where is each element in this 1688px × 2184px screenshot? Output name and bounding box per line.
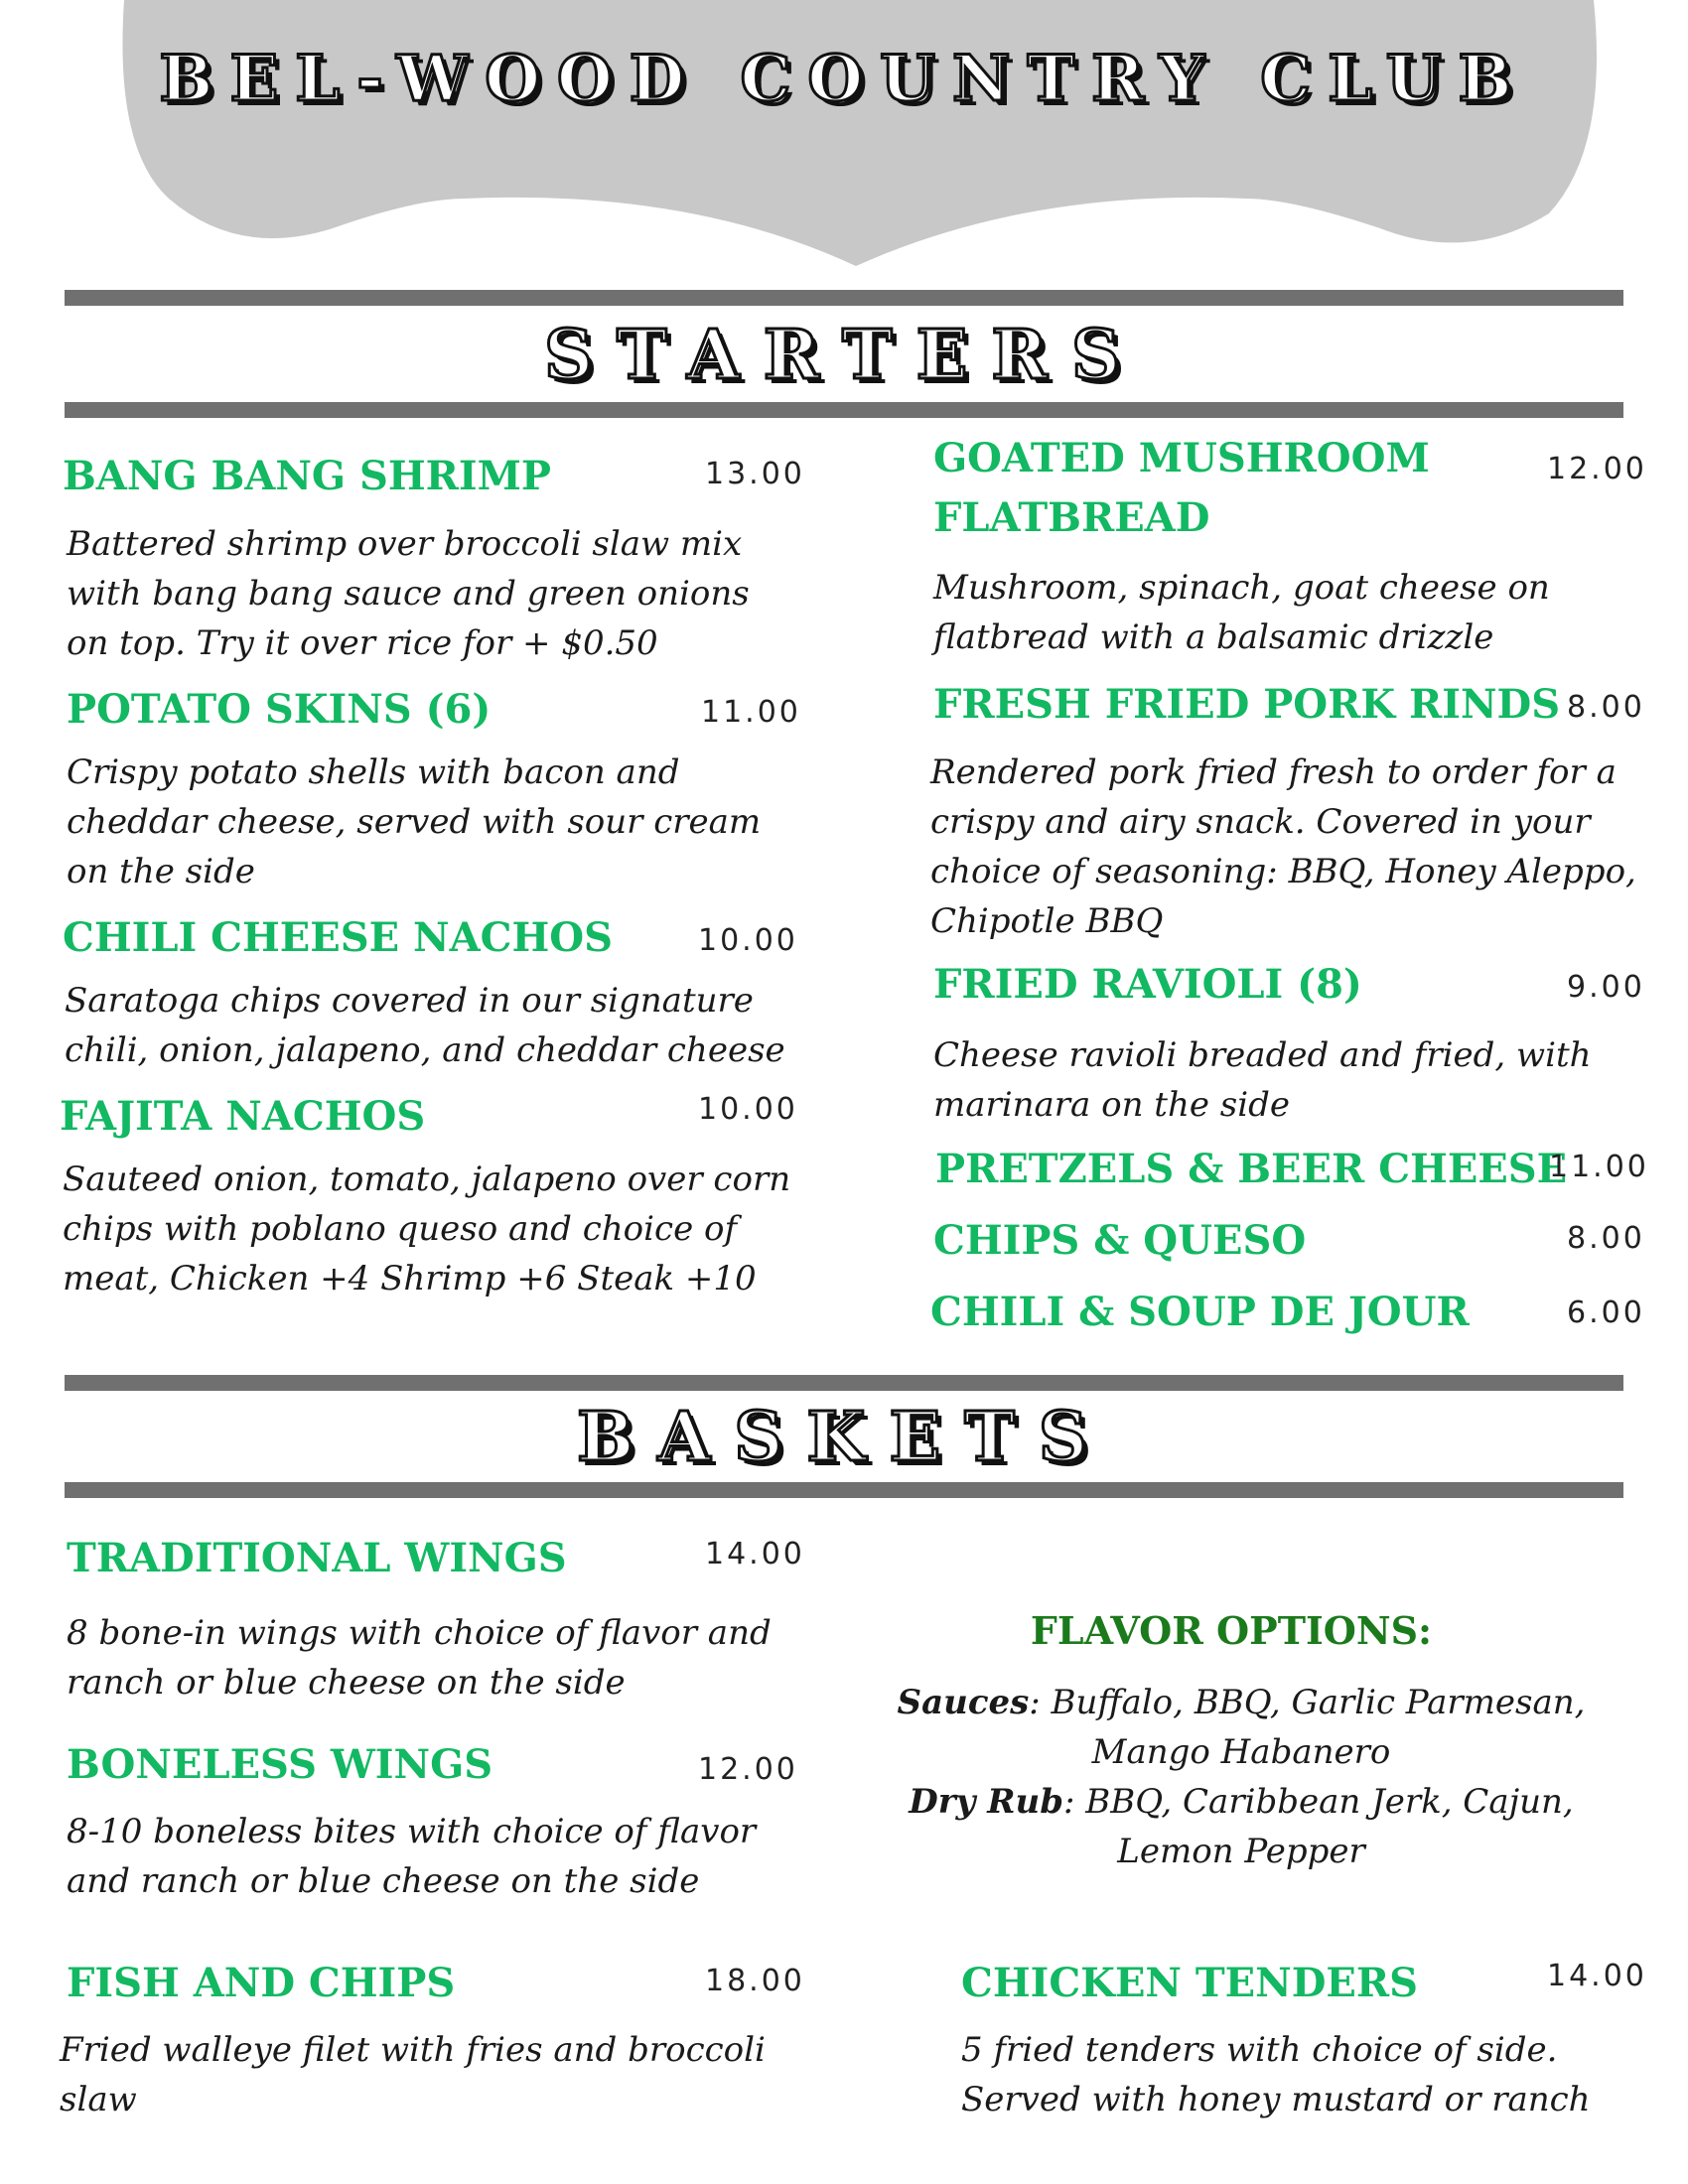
item-name: TRADITIONAL WINGS [67, 1535, 567, 1581]
item-price: 18.00 [705, 1964, 805, 1998]
divider-rule [65, 290, 1623, 306]
sauces-label: Sauces [897, 1683, 1030, 1722]
flavor-dryrub-line-2: Lemon Pepper [1117, 1832, 1365, 1871]
item-name: POTATO SKINS (6) [67, 686, 492, 733]
divider-rule [65, 402, 1623, 418]
item-description: 8-10 boneless bites with choice of flavor and ranch or blue cheese on the side [67, 1812, 757, 1901]
item-name: FRESH FRIED PORK RINDS [933, 681, 1561, 728]
item-description: Mushroom, spinach, goat cheese on flatbread with a balsamic drizzle [933, 568, 1550, 657]
item-description: Saratoga chips covered in our signature chili, onion, jalapeno, and cheddar cheese [65, 981, 785, 1070]
dryrub-label: Dry Rub [909, 1782, 1064, 1822]
item-name: CHILI & SOUP DE JOUR [930, 1289, 1470, 1335]
flavor-options-heading: FLAVOR OPTIONS: [1030, 1608, 1433, 1653]
item-price: 12.00 [1547, 452, 1647, 486]
item-price: 9.00 [1567, 970, 1645, 1005]
item-description: Sauteed onion, tomato, jalapeno over corn chips with poblano queso and choice of meat, Chicken +4 Shrimp +6 Steak +10 [63, 1160, 791, 1298]
item-price: 12.00 [698, 1752, 798, 1787]
starters-title: STARTERS [543, 316, 1145, 395]
item-name: CHIPS & QUESO [933, 1217, 1307, 1264]
item-price: 8.00 [1567, 1221, 1645, 1256]
item-description: 5 fried tenders with choice of side. Served with honey mustard or ranch [961, 2030, 1591, 2119]
flavor-sauces-line-2: Mango Habanero [1091, 1732, 1391, 1772]
item-name: PRETZELS & BEER CHEESE [935, 1146, 1568, 1192]
item-price: 11.00 [701, 695, 801, 730]
item-name: CHICKEN TENDERS [961, 1960, 1419, 2006]
item-name: CHILI CHEESE NACHOS [63, 914, 613, 961]
item-name: FRIED RAVIOLI (8) [933, 961, 1362, 1008]
item-price: 6.00 [1567, 1296, 1645, 1330]
item-price: 10.00 [698, 923, 798, 958]
item-name: BONELESS WINGS [67, 1741, 493, 1788]
item-description: Fried walleye filet with fries and broccoli slaw [60, 2030, 766, 2119]
item-description: Cheese ravioli breaded and fried, with marinara on the side [933, 1035, 1592, 1125]
item-price: 10.00 [698, 1092, 798, 1127]
item-description: 8 bone-in wings with choice of flavor and ranch or blue cheese on the side [67, 1613, 772, 1703]
item-price: 14.00 [1547, 1959, 1647, 1993]
item-price: 13.00 [705, 457, 805, 491]
item-name: BANG BANG SHRIMP [63, 453, 551, 499]
sauces-list: : Buffalo, BBQ, Garlic Parmesan, [1029, 1683, 1586, 1722]
item-name: FISH AND CHIPS [67, 1960, 456, 2006]
dryrub-list: : BBQ, Caribbean Jerk, Cajun, [1063, 1782, 1574, 1822]
flavor-sauces-line [849, 1678, 1633, 1727]
club-title: BEL-WOOD COUNTRY CLUB [159, 42, 1529, 116]
divider-rule [65, 1375, 1623, 1391]
item-description: Battered shrimp over broccoli slaw mix with bang bang sauce and green onions on top. Try it over rice for + $0.50 [67, 524, 750, 663]
divider-rule [65, 1482, 1623, 1498]
baskets-title: BASKETS [577, 1398, 1111, 1477]
item-description: Rendered pork fried fresh to order for a crispy and airy snack. Covered in your choice of seasoning: BBQ, Honey Aleppo, Chipotle BBQ [930, 752, 1636, 941]
item-description: Crispy potato shells with bacon and cheddar cheese, served with sour cream on the side [67, 752, 762, 891]
item-name: GOATED MUSHROOM FLATBREAD [933, 435, 1430, 541]
item-price: 8.00 [1567, 690, 1645, 725]
item-price: 11.00 [1549, 1150, 1649, 1184]
item-price: 14.00 [705, 1537, 805, 1571]
item-name: FAJITA NACHOS [60, 1093, 426, 1140]
flavor-dryrub-line [849, 1777, 1633, 1827]
